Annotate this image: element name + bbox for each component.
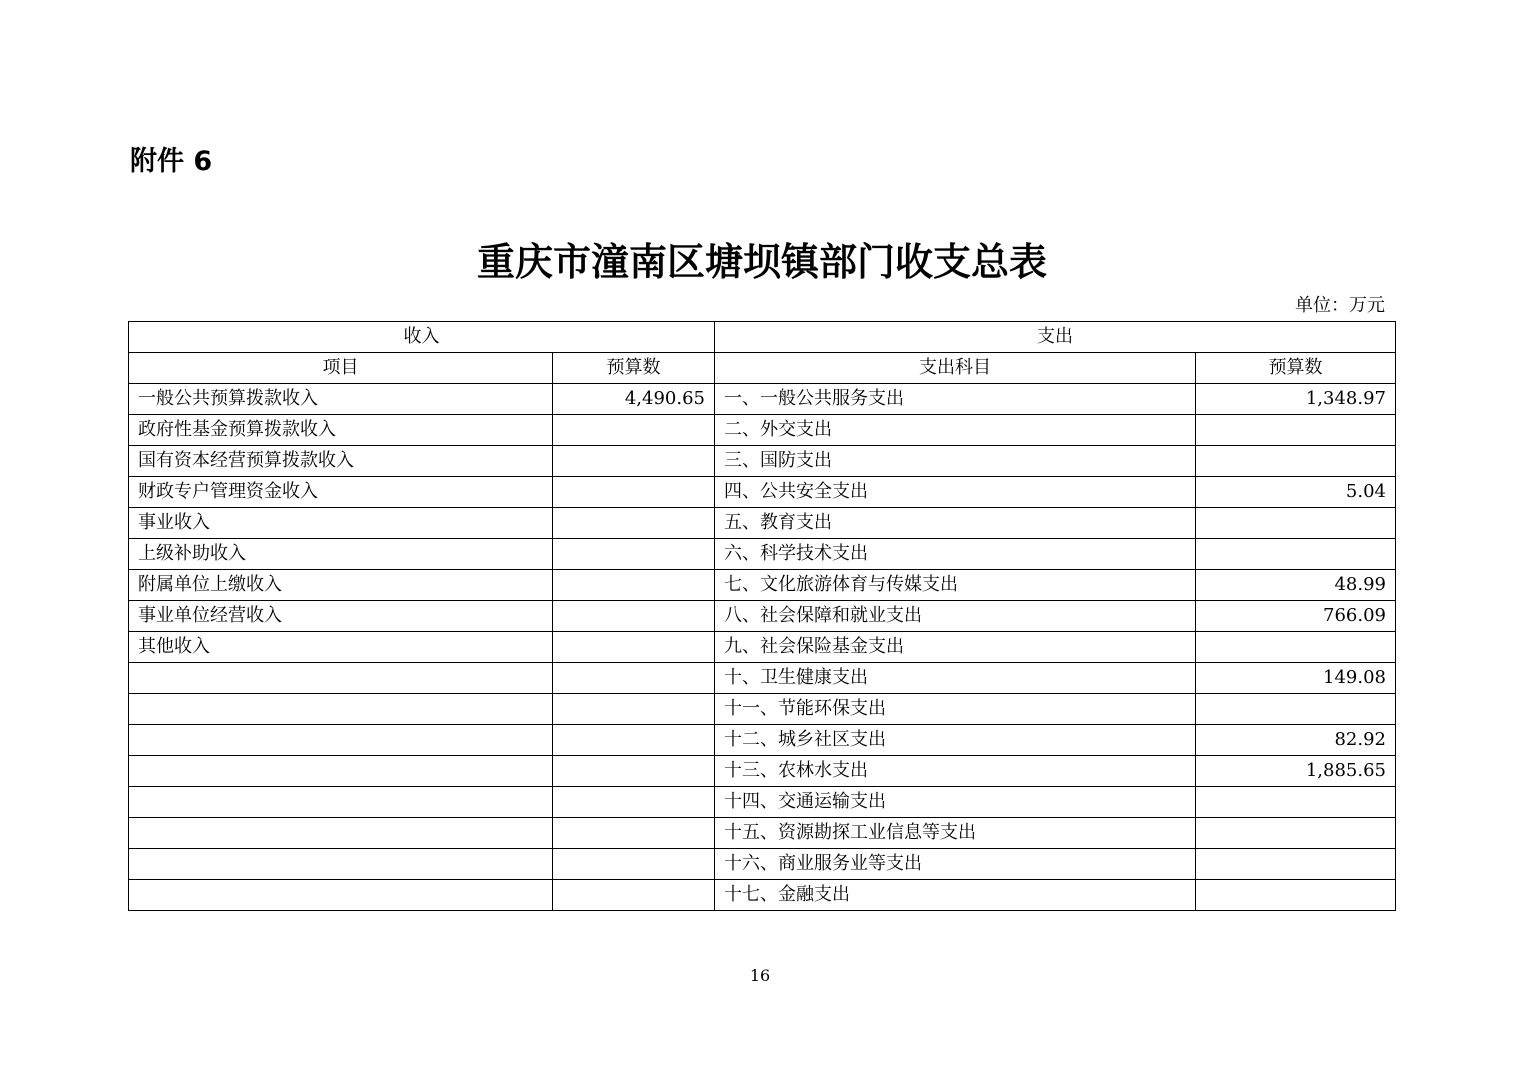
page-number: 16	[749, 966, 771, 985]
expense-item-cell: 十六、商业服务业等支出	[715, 849, 1196, 880]
expense-item-cell: 十一、节能环保支出	[715, 694, 1196, 725]
expense-group-header: 支出	[715, 322, 1396, 353]
expense-amount-cell	[1196, 508, 1396, 539]
column-header-income-budget: 预算数	[553, 353, 715, 384]
income-amount-cell	[553, 601, 715, 632]
income-item-cell	[129, 725, 553, 756]
income-item-cell	[129, 818, 553, 849]
table-row	[129, 508, 1396, 539]
expense-amount-cell	[1196, 849, 1396, 880]
column-header-item: 项目	[129, 353, 553, 384]
table-row	[129, 415, 1396, 446]
income-amount-cell	[553, 539, 715, 570]
table-body	[129, 384, 1396, 911]
income-amount-cell	[553, 663, 715, 694]
expense-amount-cell	[1196, 415, 1396, 446]
income-item-cell	[129, 880, 553, 911]
table-row	[129, 632, 1396, 663]
income-item-cell	[129, 849, 553, 880]
income-amount-cell	[553, 508, 715, 539]
income-amount-cell	[553, 477, 715, 508]
expense-amount-cell	[1196, 818, 1396, 849]
income-item-cell: 事业单位经营收入	[129, 601, 553, 632]
expense-item-cell: 十五、资源勘探工业信息等支出	[715, 818, 1196, 849]
expense-item-cell: 六、科学技术支出	[715, 539, 1196, 570]
unit-label: 单位：万元	[1295, 295, 1385, 316]
income-amount-cell	[553, 415, 715, 446]
table-row	[129, 818, 1396, 849]
expense-amount-cell	[1196, 787, 1396, 818]
income-amount-cell	[553, 756, 715, 787]
table-row	[129, 446, 1396, 477]
table-row	[129, 694, 1396, 725]
table-row	[129, 477, 1396, 508]
income-item-cell: 政府性基金预算拨款收入	[129, 415, 553, 446]
table-row	[129, 880, 1396, 911]
column-header-expense-budget: 预算数	[1196, 353, 1396, 384]
table-group-header-row	[129, 322, 1396, 353]
income-item-cell: 一般公共预算拨款收入	[129, 384, 553, 415]
expense-item-cell: 八、社会保障和就业支出	[715, 601, 1196, 632]
income-amount-cell	[553, 849, 715, 880]
attachment-label: 附件 6	[130, 146, 213, 177]
income-item-cell: 附属单位上缴收入	[129, 570, 553, 601]
expense-item-cell: 二、外交支出	[715, 415, 1196, 446]
table-row	[129, 756, 1396, 787]
income-item-cell	[129, 663, 553, 694]
table-row	[129, 725, 1396, 756]
expense-amount-cell: 766.09	[1196, 601, 1396, 632]
expense-item-cell: 四、公共安全支出	[715, 477, 1196, 508]
expense-amount-cell: 1,348.97	[1196, 384, 1396, 415]
income-item-cell: 其他收入	[129, 632, 553, 663]
expense-amount-cell	[1196, 539, 1396, 570]
expense-amount-cell: 149.08	[1196, 663, 1396, 694]
income-amount-cell	[553, 446, 715, 477]
expense-amount-cell: 1,885.65	[1196, 756, 1396, 787]
income-amount-cell	[553, 570, 715, 601]
income-amount-cell	[553, 787, 715, 818]
income-item-cell: 国有资本经营预算拨款收入	[129, 446, 553, 477]
expense-item-cell: 三、国防支出	[715, 446, 1196, 477]
table-row	[129, 787, 1396, 818]
income-amount-cell	[553, 694, 715, 725]
income-item-cell	[129, 756, 553, 787]
expense-amount-cell	[1196, 632, 1396, 663]
column-header-expense-subject: 支出科目	[715, 353, 1196, 384]
income-amount-cell	[553, 632, 715, 663]
expense-item-cell: 十七、金融支出	[715, 880, 1196, 911]
expense-amount-cell	[1196, 694, 1396, 725]
expense-amount-cell	[1196, 880, 1396, 911]
table-column-header-row	[129, 353, 1396, 384]
table-row	[129, 849, 1396, 880]
expense-item-cell: 十三、农林水支出	[715, 756, 1196, 787]
income-amount-cell	[553, 818, 715, 849]
expense-item-cell: 七、文化旅游体育与传媒支出	[715, 570, 1196, 601]
income-amount-cell	[553, 880, 715, 911]
expense-amount-cell	[1196, 446, 1396, 477]
table-row	[129, 384, 1396, 415]
expense-amount-cell: 82.92	[1196, 725, 1396, 756]
table-row	[129, 539, 1396, 570]
income-amount-cell: 4,490.65	[553, 384, 715, 415]
income-amount-cell	[553, 725, 715, 756]
table-row	[129, 601, 1396, 632]
income-item-cell: 上级补助收入	[129, 539, 553, 570]
expense-item-cell: 十四、交通运输支出	[715, 787, 1196, 818]
budget-summary-table	[128, 321, 1396, 911]
table-row	[129, 663, 1396, 694]
page-title: 重庆市潼南区塘坝镇部门收支总表	[476, 239, 1047, 284]
expense-amount-cell: 5.04	[1196, 477, 1396, 508]
expense-item-cell: 十二、城乡社区支出	[715, 725, 1196, 756]
income-item-cell: 财政专户管理资金收入	[129, 477, 553, 508]
income-group-header: 收入	[129, 322, 715, 353]
table-row	[129, 570, 1396, 601]
expense-item-cell: 十、卫生健康支出	[715, 663, 1196, 694]
expense-item-cell: 五、教育支出	[715, 508, 1196, 539]
income-item-cell: 事业收入	[129, 508, 553, 539]
income-item-cell	[129, 787, 553, 818]
expense-amount-cell: 48.99	[1196, 570, 1396, 601]
income-item-cell	[129, 694, 553, 725]
expense-item-cell: 一、一般公共服务支出	[715, 384, 1196, 415]
expense-item-cell: 九、社会保险基金支出	[715, 632, 1196, 663]
